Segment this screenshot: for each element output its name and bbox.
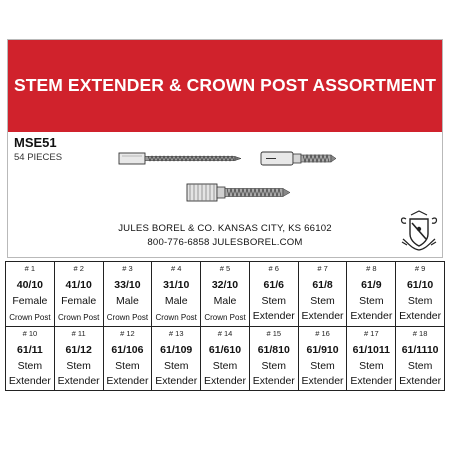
part-kind: Stem [163, 359, 189, 372]
part-kind: Male [164, 295, 188, 307]
part-type: Crown Post [204, 313, 246, 322]
part-kind: Stem [17, 359, 43, 372]
crown-post-image [261, 152, 336, 165]
part-type: Crown Post [57, 313, 100, 322]
parts-table [5, 261, 445, 391]
part-cell [55, 262, 104, 327]
part-cell [347, 262, 396, 327]
part-kind: Stem [115, 359, 140, 372]
part-type: Extender [106, 374, 149, 387]
part-cell [55, 327, 104, 392]
part-kind: Stem [407, 359, 433, 372]
part-number: # 14 [217, 328, 233, 338]
part-type: Crown Post [9, 313, 51, 322]
part-cell [250, 327, 299, 392]
part-code: 61/610 [208, 343, 242, 356]
part-type: Extender [252, 310, 295, 322]
part-cell [396, 327, 445, 392]
part-kind: Stem [310, 359, 335, 372]
part-kind: Stem [359, 359, 384, 372]
part-code: 61/12 [65, 343, 92, 356]
part-cell [6, 262, 55, 327]
part-kind: Stem [261, 295, 287, 307]
part-cell [250, 262, 299, 327]
part-number: # 9 [414, 264, 426, 273]
stem-extender-image [119, 153, 241, 164]
part-code: 40/10 [16, 279, 44, 291]
part-code: 61/109 [160, 343, 193, 356]
part-kind: Stem [66, 359, 91, 372]
part-number: # 1 [24, 264, 36, 273]
part-cell [104, 262, 153, 327]
part-code: 33/10 [114, 279, 141, 291]
part-type: Extender [8, 374, 51, 387]
part-kind: Stem [212, 359, 238, 372]
part-type: Extender [57, 374, 100, 387]
piece-count: 54 PIECES [14, 152, 63, 163]
part-number: # 15 [266, 328, 282, 338]
part-kind: Male [116, 295, 139, 307]
part-code: 61/810 [257, 343, 290, 356]
part-kind: Female [12, 295, 48, 307]
product-sku: MSE51 [14, 135, 57, 150]
part-type: Extender [350, 310, 393, 322]
part-kind: Female [61, 295, 97, 307]
part-number: # 4 [171, 264, 182, 273]
part-number: # 16 [315, 328, 330, 338]
crest-logo [398, 209, 440, 254]
page-title: STEM EXTENDER & CROWN POST ASSORTMENT [13, 75, 437, 95]
part-kind: Stem [310, 295, 335, 307]
part-number: # 12 [120, 328, 135, 338]
part-cell [299, 262, 348, 327]
part-type: Extender [399, 374, 442, 387]
part-kind: Male [213, 295, 237, 307]
part-type: Extender [301, 374, 344, 387]
part-cell [201, 262, 250, 327]
part-code: 61/1110 [401, 343, 439, 356]
part-code: 61/11 [17, 343, 43, 356]
part-type: Extender [203, 374, 246, 387]
part-number: # 5 [219, 264, 231, 273]
part-code: 32/10 [211, 279, 239, 291]
part-code: 61/1011 [352, 343, 391, 356]
part-code: 61/10 [406, 279, 434, 291]
part-cell [152, 262, 201, 327]
company-contact: 800-776-6858 JULESBOREL.COM [147, 237, 303, 248]
part-cell [347, 327, 396, 392]
part-code: 61/8 [312, 279, 333, 291]
part-code: 41/10 [65, 279, 92, 291]
part-code: 61/106 [111, 343, 144, 356]
part-number: # 18 [412, 328, 428, 338]
part-code: 61/910 [306, 343, 339, 356]
part-code: 31/10 [163, 279, 190, 291]
company-address: JULES BOREL & CO. KANSAS CITY, KS 66102 [118, 223, 332, 234]
part-cell [396, 262, 445, 327]
part-cell [104, 327, 153, 392]
part-code: 61/6 [263, 279, 284, 291]
part-number: # 13 [168, 328, 184, 338]
part-cell [299, 327, 348, 392]
part-number: # 6 [268, 264, 279, 273]
part-type: Extender [252, 374, 295, 387]
part-number: # 2 [73, 264, 84, 273]
part-type: Extender [350, 374, 393, 387]
part-number: # 8 [366, 264, 377, 273]
part-number: # 11 [71, 328, 86, 338]
part-number: # 17 [364, 328, 379, 338]
part-type: Crown Post [106, 313, 149, 322]
part-kind: Stem [359, 295, 384, 307]
part-cell [6, 327, 55, 392]
product-card [7, 39, 443, 258]
part-kind: Stem [407, 295, 433, 307]
part-kind: Stem [261, 359, 287, 372]
part-cell [201, 327, 250, 392]
part-type: Extender [399, 310, 442, 322]
threaded-post-image [187, 184, 290, 201]
part-type: Extender [155, 374, 198, 387]
part-type: Crown Post [155, 313, 197, 322]
part-number: # 7 [317, 264, 328, 273]
part-type: Extender [301, 310, 344, 322]
part-code: 61/9 [361, 279, 382, 291]
part-cell [152, 327, 201, 392]
part-number: # 10 [22, 328, 38, 338]
part-number: # 3 [122, 264, 133, 273]
